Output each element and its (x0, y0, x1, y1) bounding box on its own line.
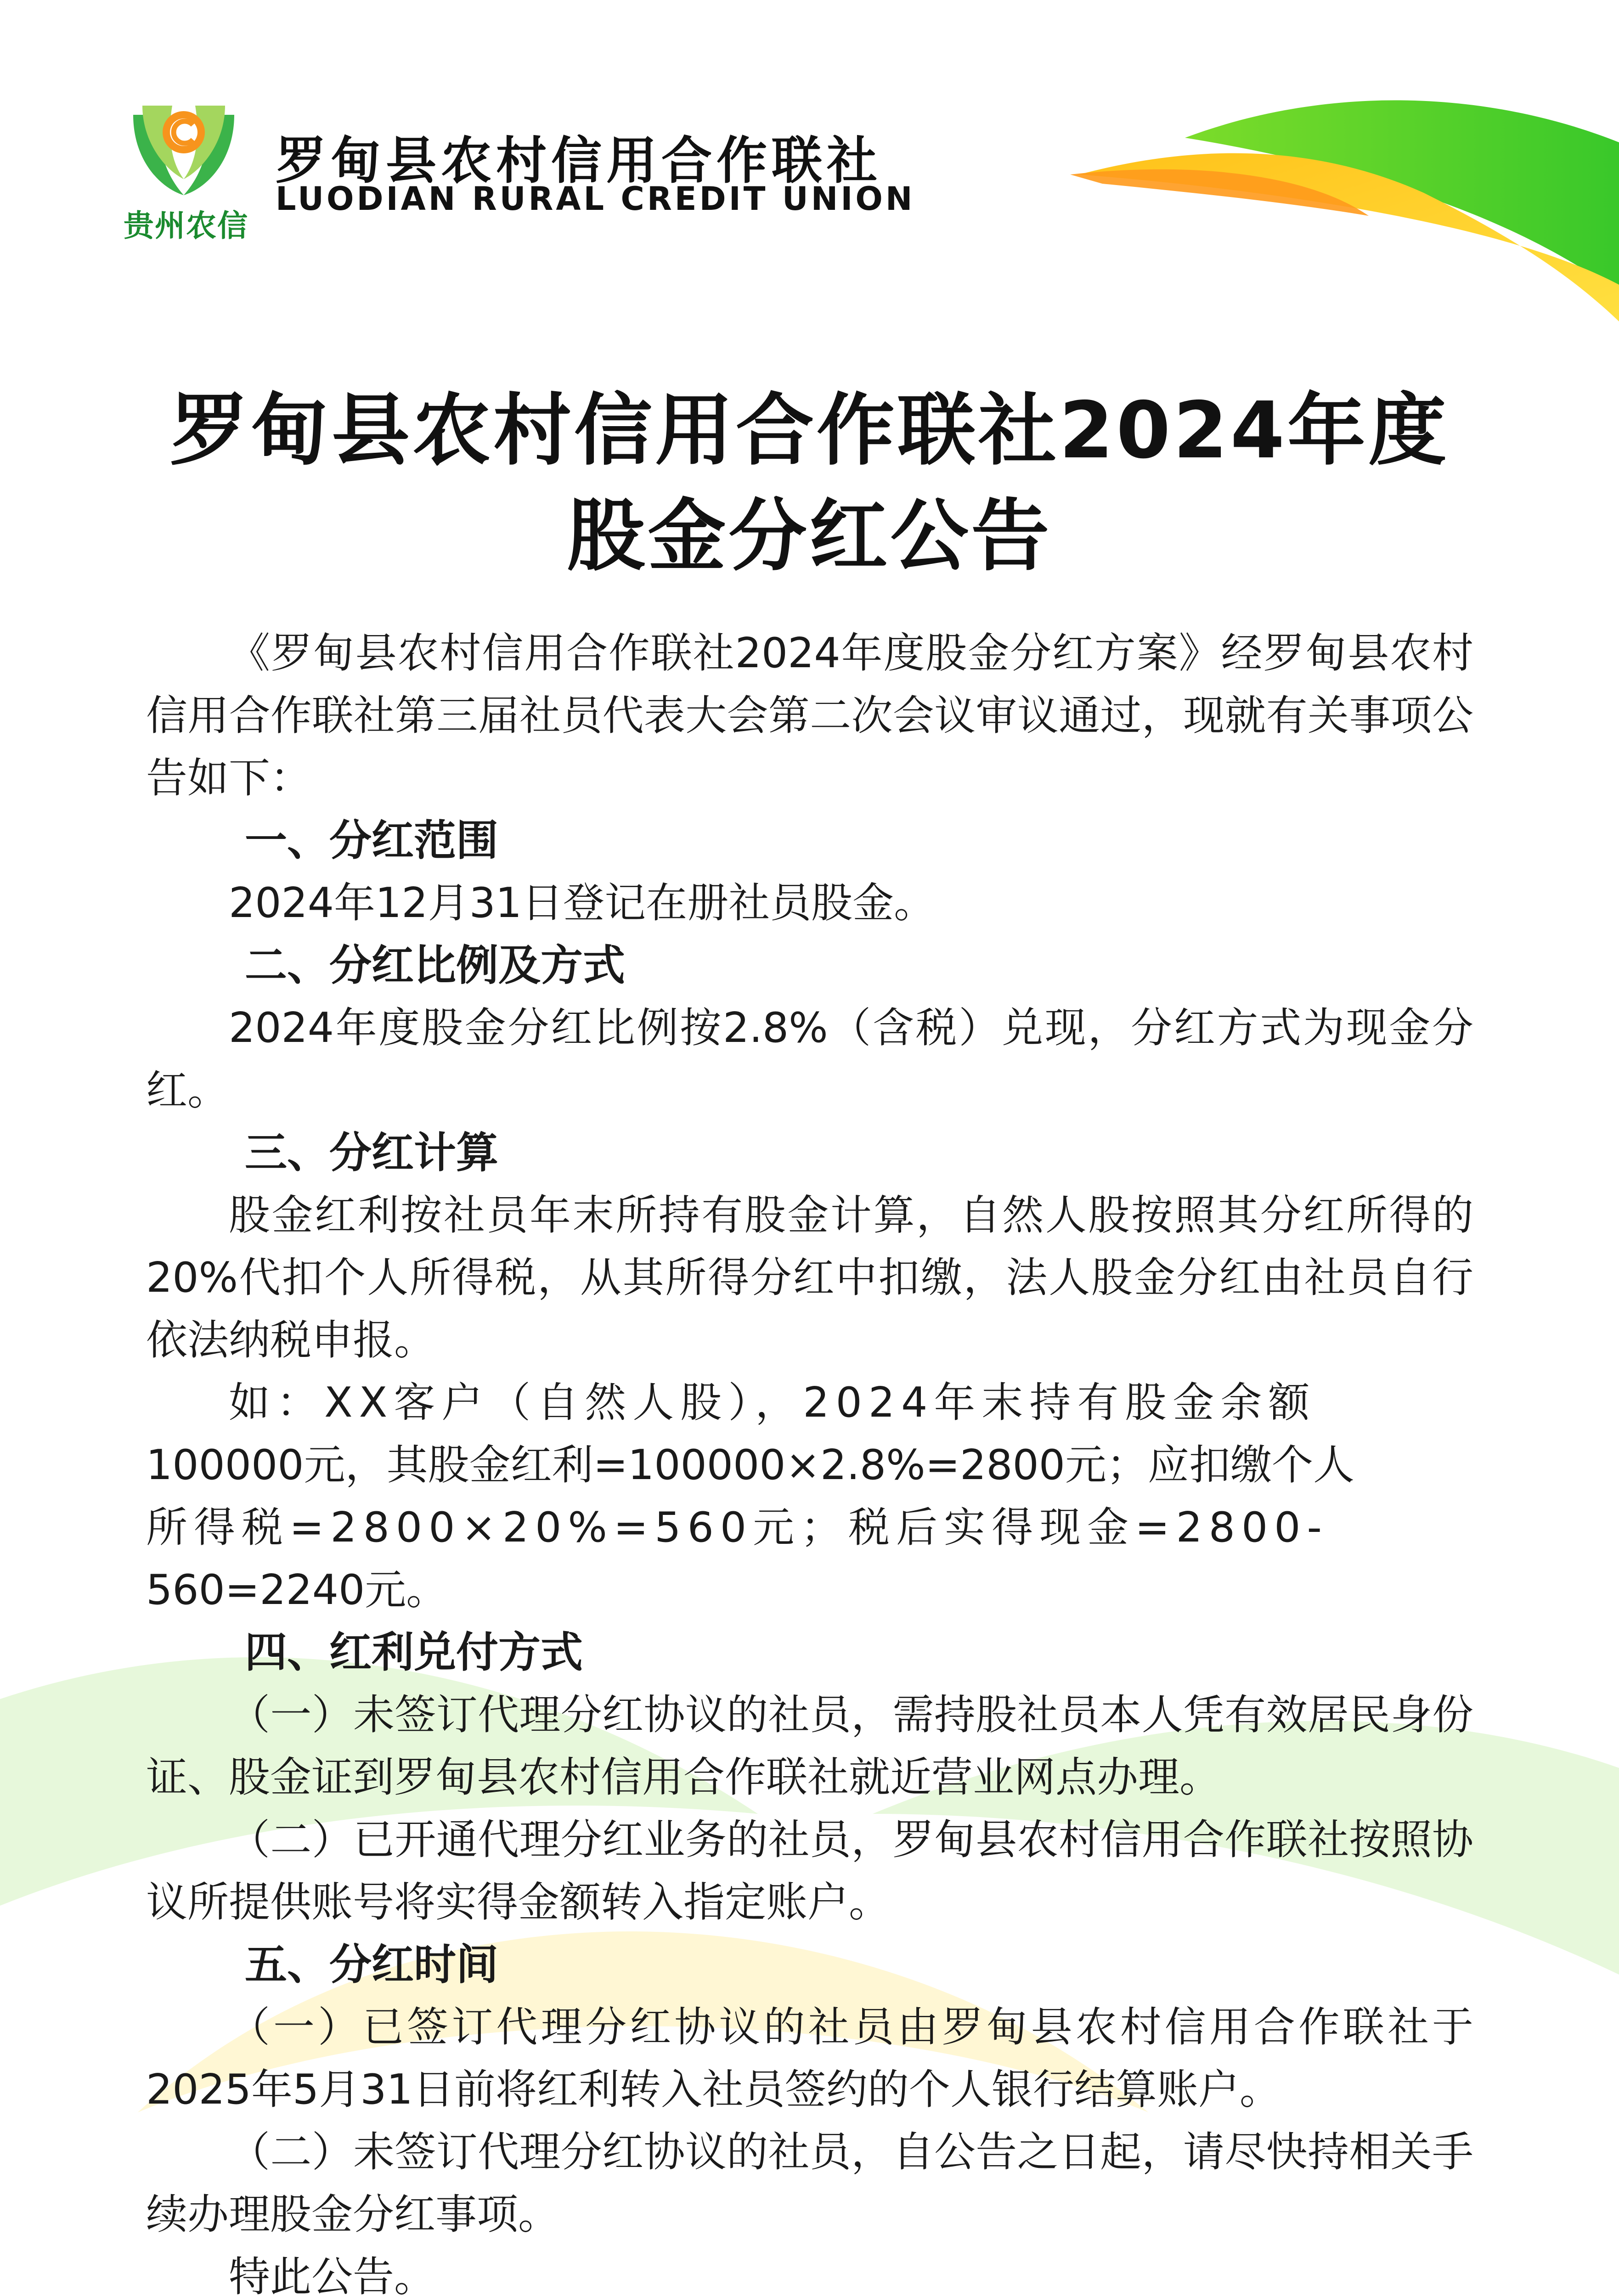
example-line-4: 560=2240元。 (146, 1566, 448, 1614)
example-line-3: 所得税=2800×20%=560元；税后实得现金=2800- (146, 1503, 1329, 1552)
section-heading-payment: 四、红利兑付方式 (245, 1628, 583, 1677)
section-heading-ratio: 二、分红比例及方式 (245, 941, 626, 990)
page-title-line-2: 股金分红公告 (567, 491, 1052, 582)
credit-union-logo-icon (124, 96, 243, 202)
time-item-2: （二）未签订代理分红协议的社员，自公告之日起，请尽快持相关手续办理股金分红事项。 (146, 2128, 1473, 2239)
example-line-1: 如：XX客户（自然人股），2024年末持有股金余额 (229, 1379, 1316, 1427)
section-heading-time: 五、分红时间 (245, 1940, 499, 1989)
time-item-1: （一）已签订代理分红协议的社员由罗甸县农村信用合作联社于2025年5月31日前将红利转入社员签约的个人银行结算账户。 (146, 2003, 1473, 2114)
closing-remark: 特此公告。 (229, 2253, 435, 2296)
payment-item-2: （二）已开通代理分红业务的社员，罗甸县农村信用合作联社按照协议所提供账号将实得金额转入指定账户。 (146, 1816, 1473, 1926)
example-line-2: 100000元，其股金红利=100000×2.8%=2800元；应扣缴个人 (146, 1441, 1355, 1489)
section-text-ratio: 2024年度股金分红比例按2.8%（含税）兑现，分红方式为现金分红。 (146, 1004, 1473, 1114)
logo-caption: 贵州农信 (124, 208, 248, 243)
section-heading-scope: 一、分红范围 (245, 816, 499, 865)
section-text-calculation: 股金红利按社员年末所持有股金计算，自然人股按照其分红所得的20%代扣个人所得税，从其所得分红中扣缴，法人股金分红由社员自行依法纳税申报。 (146, 1191, 1473, 1364)
intro-paragraph: 《罗甸县农村信用合作联社2024年度股金分红方案》经罗甸县农村信用合作联社第三届社员代表大会第二次会议审议通过，现就有关事项公告如下： (146, 629, 1473, 802)
announcement-body (146, 622, 1473, 2296)
section-heading-calculation: 三、分红计算 (245, 1128, 499, 1177)
payment-item-1: （一）未签订代理分红协议的社员，需持股社员本人凭有效居民身份证、股金证到罗甸县农村信用合作联社就近营业网点办理。 (146, 1691, 1473, 1801)
org-name-english: LUODIAN RURAL CREDIT UNION (276, 180, 915, 218)
section-text-scope: 2024年12月31日登记在册社员股金。 (229, 879, 936, 927)
page-title-line-1: 罗甸县农村信用合作联社2024年度 (169, 385, 1450, 476)
org-name-chinese: 罗甸县农村信用合作联社 (276, 131, 882, 190)
